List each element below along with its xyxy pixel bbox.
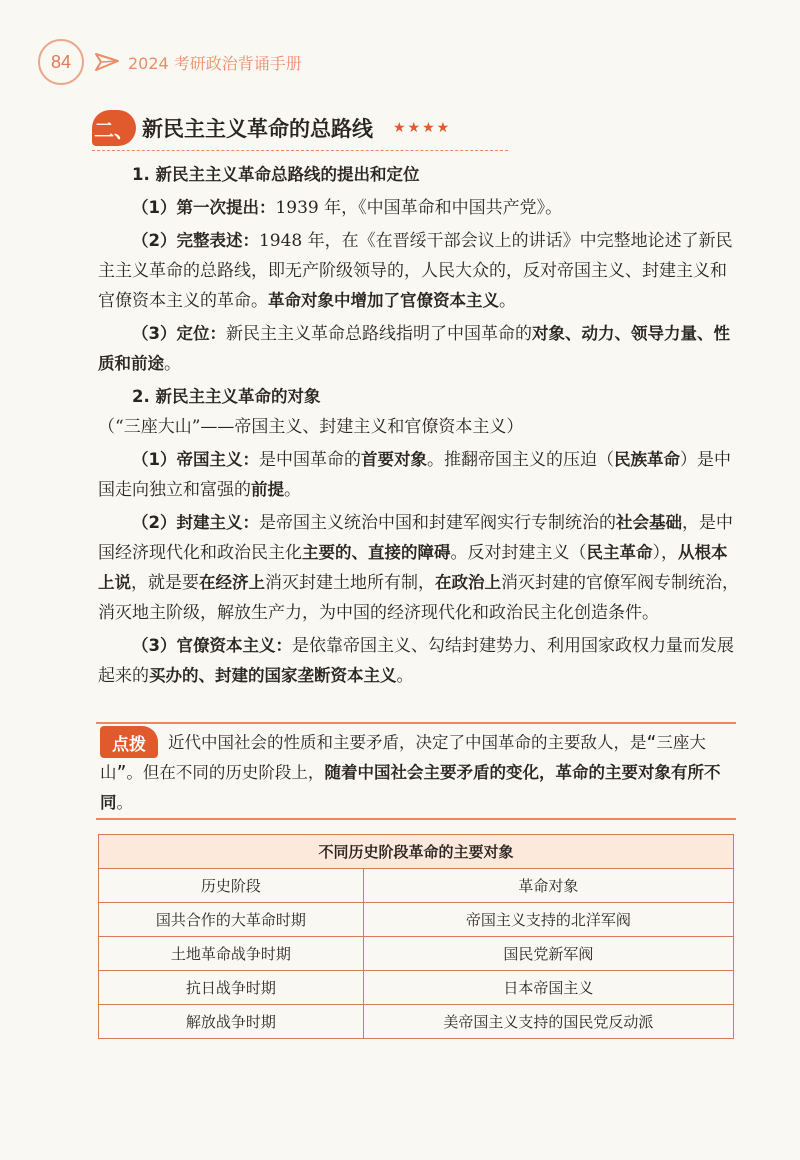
table-row xyxy=(99,937,734,971)
section-badge: 二、 xyxy=(92,110,136,146)
page-header xyxy=(38,40,302,84)
table-cell: 国共合作的大革命时期 xyxy=(99,903,364,937)
column-header: 革命对象 xyxy=(363,869,733,903)
subheading-2: 2. 新民主主义革命的对象（“三座大山”——帝国主义、封建主义和官僚资本主义） xyxy=(98,387,524,437)
importance-stars: ★★★★ xyxy=(393,120,452,136)
paragraph-imperialism: （1）帝国主义：是中国革命的首要对象。推翻帝国主义的压迫（民族革命）是中国走向独立和富强的前提。 xyxy=(98,450,731,500)
tip-box xyxy=(96,722,736,820)
paragraph-first-proposal: （1）第一次提出：1939 年，《中国革命和中国共产党》。 xyxy=(132,198,563,218)
book-title: 2024 考研政治背诵手册 xyxy=(128,53,302,73)
table-cell: 土地革命战争时期 xyxy=(99,937,364,971)
table-row xyxy=(99,971,734,1005)
section-title: 新民主主义革命的总路线 xyxy=(142,117,373,141)
revolution-targets-table xyxy=(98,834,734,1039)
table-cell: 抗日战争时期 xyxy=(99,971,364,1005)
table-row xyxy=(99,1005,734,1039)
table-cell: 帝国主义支持的北洋军阀 xyxy=(363,903,733,937)
page-number: 84 xyxy=(38,39,84,85)
table-cell: 国民党新军阀 xyxy=(363,937,733,971)
column-header: 历史阶段 xyxy=(99,869,364,903)
main-text xyxy=(98,160,740,694)
paper-plane-icon xyxy=(94,51,120,73)
subheading-1: 1. 新民主主义革命总路线的提出和定位 xyxy=(132,165,420,184)
table-cell: 美帝国主义支持的国民党反动派 xyxy=(363,1005,733,1039)
table-caption: 不同历史阶段革命的主要对象 xyxy=(99,835,734,869)
table-row xyxy=(99,903,734,937)
paragraph-feudalism: （2）封建主义：是帝国主义统治中国和封建军阀实行专制统治的社会基础，是中国经济现代化和政治民主化主要的、直接的障碍。反对封建主义（民主革命），从根本上说，就是要在经济上消灭封建土地所有制，在政治上消灭封建的官僚军阀专制统治，消灭地主阶级，解放生产力，为中国的经济现代化和政治民主化创造条件。 xyxy=(98,513,739,623)
table-header-row xyxy=(99,869,734,903)
table-cell: 解放战争时期 xyxy=(99,1005,364,1039)
section-heading xyxy=(92,106,508,151)
table-cell: 日本帝国主义 xyxy=(363,971,733,1005)
paragraph-positioning: （3）定位：新民主主义革命总路线指明了中国革命的对象、动力、领导力量、性质和前途。 xyxy=(98,324,730,374)
paragraph-full-statement: （2）完整表述：1948 年，在《在晋绥干部会议上的讲话》中完整地论述了新民主主义革命的总路线，即无产阶级领导的，人民大众的，反对帝国主义、封建主义和官僚资本主义的革命。革命对象中增加了官僚资本主义。 xyxy=(98,231,733,311)
paragraph-bureaucratic-capitalism: （3）官僚资本主义：是依靠帝国主义、勾结封建势力、利用国家政权力量而发展起来的买办的、封建的国家垄断资本主义。 xyxy=(98,636,734,686)
tip-text: 近代中国社会的性质和主要矛盾，决定了中国革命的主要敌人，是“三座大山”。但在不同的历史阶段上，随着中国社会主要矛盾的变化，革命的主要对象有所不同。 xyxy=(100,733,721,812)
tip-badge: 点拨 xyxy=(100,726,158,758)
